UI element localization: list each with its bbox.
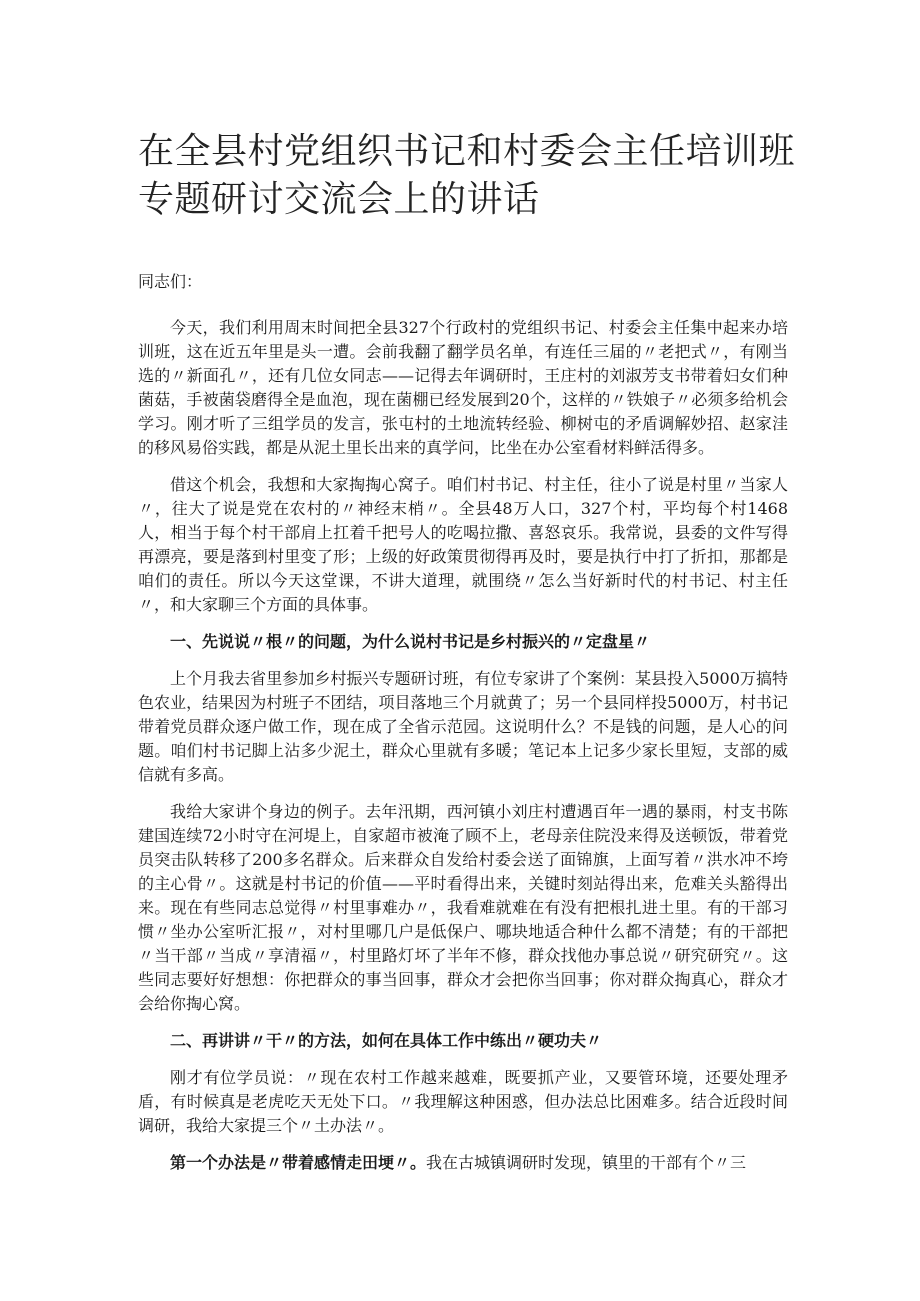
paragraph-4: 我给大家讲个身边的例子。去年汛期，西河镇小刘庄村遭遇百年一遇的暴雨，村支书陈建国连续72小时守在河堤上，自家超市被淹了顾不上，老母亲住院没来得及送顿饭，带着党员突击队转移了200多名群众。后来群众自发给村委会送了面锦旗，上面写着〃洪水冲不垮的主心骨〃。这就是村书记的价值——平时看得出来，关键时刻站得出来，危难关头豁得出来。现在有些同志总觉得〃村里事难办〃，我看难就难在有没有把根扎进土里。有的干部习惯〃坐办公室听汇报〃，对村里哪几户是低保户、哪块地适合种什么都不清楚；有的干部把〃当干部〃当成〃享清福〃，村里路灯坏了半年不修，群众找他办事总说〃研究研究〃。这些同志要好好想想：你把群众的事当回事，群众才会把你当回事；你对群众掏真心，群众才会给你掏心窝。 bbox=[138, 802, 788, 1013]
document-title: 在全县村党组织书记和村委会主任培训班专题研讨交流会上的讲话 bbox=[138, 131, 796, 220]
paragraph-3: 上个月我去省里参加乡村振兴专题研讨班，有位专家讲了个案例：某县投入5000万搞特色农业，结果因为村班子不团结，项目落地三个月就黄了；另一个县同样投5000万，村书记带着党员群众逐户做工作，现在成了全省示范园。这说明什么？不是钱的问题，是人心的问题。咱们村书记脚上沾多少泥土，群众心里就有多暖；笔记本上记多少家长里短，支部的威信就有多高。 bbox=[138, 669, 788, 784]
section-heading-1: 一、先说说〃根〃的问题，为什么说村书记是乡村振兴的〃定盘星〃 bbox=[170, 632, 651, 651]
document-body bbox=[138, 270, 788, 1188]
paragraph-6-text: 我在古城镇调研时发现，镇里的干部有个〃三 bbox=[426, 1153, 747, 1172]
paragraph-6 bbox=[138, 1151, 788, 1175]
paragraph-2: 借这个机会，我想和大家掏掏心窝子。咱们村书记、村主任，往小了说是村里〃当家人〃，往大了说是党在农村的〃神经末梢〃。全县48万人口，327个村，平均每个村1468人，相当于每个村干部肩上扛着千把号人的吃喝拉撒、喜怒哀乐。我常说，县委的文件写得再漂亮，要是落到村里变了形；上级的好政策贯彻得再及时，要是执行中打了折扣，那都是咱们的责任。所以今天这堂课，不讲大道理，就围绕〃怎么当好新时代的村书记、村主任〃，和大家聊三个方面的具体事。 bbox=[138, 475, 788, 614]
section-heading-2: 二、再讲讲〃干〃的方法，如何在具体工作中练出〃硬功夫〃 bbox=[170, 1031, 603, 1050]
paragraph-1: 今天，我们利用周末时间把全县327个行政村的党组织书记、村委会主任集中起来办培训班，这在近五年里是头一遭。会前我翻了翻学员名单，有连任三届的〃老把式〃，有刚当选的〃新面孔〃，还有几位女同志——记得去年调研时，王庄村的刘淑芳支书带着妇女们种菌菇，手被菌袋磨得全是血泡，现在菌棚已经发展到20个，这样的〃铁娘子〃必须多给机会学习。刚才听了三组学员的发言，张屯村的土地流转经验、柳树屯的矛盾调解妙招、赵家洼的移风易俗实践，都是从泥土里长出来的真学问，比坐在办公室看材料鲜活得多。 bbox=[138, 318, 788, 457]
paragraph-6-lead: 第一个办法是〃带着感情走田埂〃。 bbox=[170, 1153, 427, 1172]
salutation: 同志们： bbox=[138, 272, 203, 291]
paragraph-5: 刚才有位学员说：〃现在农村工作越来越难，既要抓产业，又要管环境，还要处理矛盾，有时候真是老虎吃天无处下口。〃我理解这种困惑，但办法总比困难多。结合近段时间调研，我给大家提三个〃土办法〃。 bbox=[138, 1068, 788, 1135]
